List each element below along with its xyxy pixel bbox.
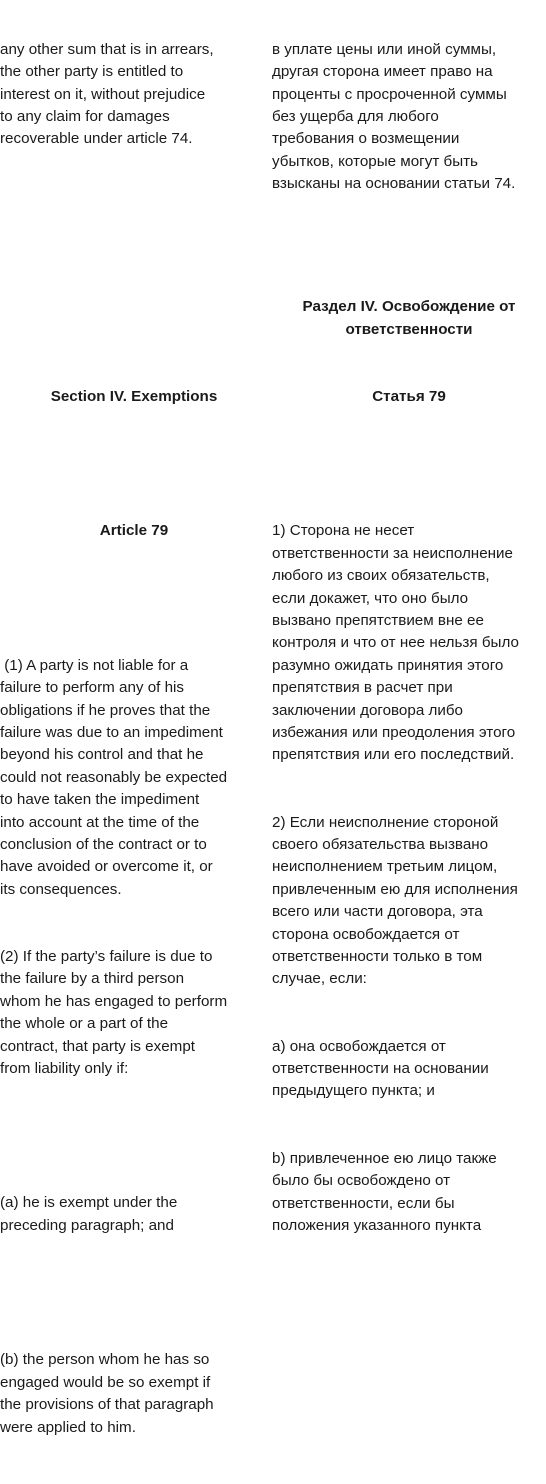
spacer: [272, 453, 546, 475]
spacer: [0, 1282, 268, 1304]
russian-column: [272, 0, 546, 1282]
spacer: [272, 240, 546, 251]
english-column: [0, 0, 268, 1484]
spacer: [0, 1125, 268, 1147]
english-paragraph-2: (2) If the party’s failure is due to the failure by a third person whom he has engaged to perform the whole or a part of the contract, that party is exempt from liability only if:: [0, 948, 228, 1078]
russian-paragraph-2a: а) она освобождается от ответственности на основании предыдущего пункта; и: [272, 1037, 489, 1100]
english-article-heading: Article 79: [99, 522, 169, 540]
english-paragraph-1: (1) A party is not liable for a failure to perform any of his obligations if he proves that the failure was due to an impediment beyond his control and that he could not reasonably be expected to have taken the impediment into account at the time of the conclusion of the contract or to have avoided or overcome it, or its consequences.: [0, 656, 228, 898]
spacer: [0, 196, 268, 218]
english-section-heading: Section IV. Exemptions: [50, 387, 218, 405]
russian-section-heading: Раздел IV. Освобождение от ответственности: [302, 298, 516, 338]
russian-article-heading: Статья 79: [372, 387, 446, 405]
spacer: [0, 263, 268, 285]
english-article-74-tail: any other sum that is in arrears, the other party is entitled to interest on it, without prejudice to any claim for damages recoverable under article 74.: [0, 40, 214, 148]
russian-paragraph-1: 1) Сторона не несет ответственности за неисполнение любого из своих обязательств, если докажет, что оно было вызвано препятствием вне ее контроля и что от нее нельзя было разумно ожидать принятия этого препятствия в расчет при заключении договора либо избежания или преодоления этого препятствия или его последствий.: [272, 522, 519, 764]
spacer: [0, 453, 268, 475]
english-paragraph-2b: (b) the person whom he has so engaged would be so exempt if the provisions of that paragraph were applied to him.: [0, 1351, 214, 1436]
russian-paragraph-2: 2) Если неисполнение стороной своего обязательства вызвано неисполнением третьим лицом, привлеченным ею для исполнения всего или части договора, эта сторона освобождается от ответственности только в том случае, если:: [272, 813, 518, 988]
english-paragraph-2a: (a) he is exempt under the preceding paragraph; and: [0, 1194, 178, 1234]
russian-paragraph-2b: b) привлеченное ею лицо также было бы освобождено от ответственности, если бы положения указанного пункта: [272, 1149, 497, 1234]
spacer: [0, 330, 268, 341]
russian-article-74-tail: в уплате цены или иной суммы, другая сторона имеет право на проценты с просроченной суммы без ущерба для любого требования о возмещении убытков, которые могут быть взысканы на основании статьи 74.: [272, 40, 516, 193]
spacer: [0, 588, 268, 610]
